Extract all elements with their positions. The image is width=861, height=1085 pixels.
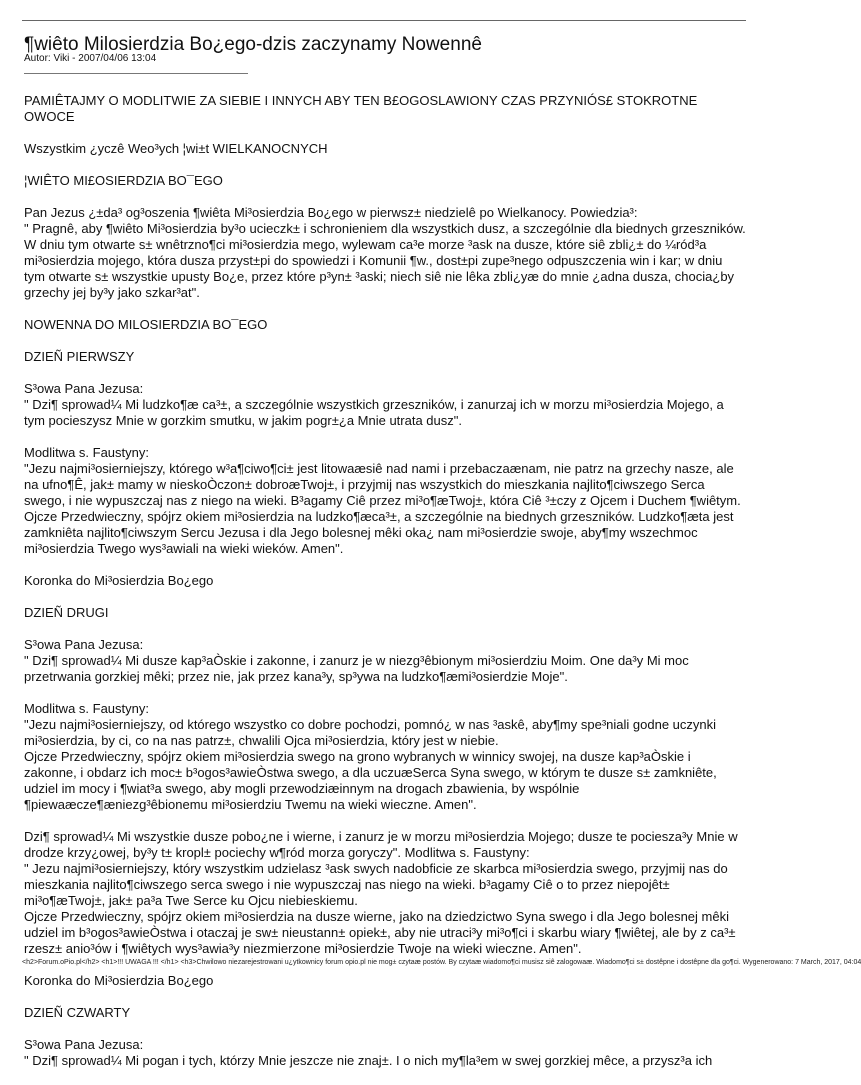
post-body bbox=[24, 93, 746, 1085]
paragraph: ¦WIÊTO MI£OSIERDZIA BO¯EGO bbox=[24, 173, 223, 188]
top-rule bbox=[22, 20, 746, 21]
post-meta: Autor: Viki - 2007/04/06 13:04 bbox=[24, 53, 157, 64]
paragraph: DZIEÑ CZWARTY bbox=[24, 1005, 131, 1020]
paragraph: NOWENNA DO MILOSIERDZIA BO¯EGO bbox=[24, 317, 268, 332]
post-title: ¶wiêto Milosierdzia Bo¿ego-dzis zaczynamy Nowennê bbox=[24, 34, 482, 55]
paragraph: Wszystkim ¿yczê Weo³ych ¦wi±t WIELKANOCNYCH bbox=[24, 141, 328, 156]
meta-rule bbox=[24, 73, 248, 74]
paragraph: PAMIÊTAJMY O MODLITWIE ZA SIEBIE I INNYCH ABY TEN B£OGOSLAWIONY CZAS PRZYNIÓS£ STOKROTNE OWOCE bbox=[24, 93, 698, 124]
paragraph: Modlitwa s. Faustyny: "Jezu najmi³osierniejszy, od którego wszystko co dobre pochodzi, pomnó¿ w nas ³askê, aby¶my spe³niali godne uczynki mi³osierdzia, by ci, co na nas patrz±, chwalili Ojca mi³osierdzia, który jest w niebie. Ojcze Przedwieczny, spójrz okiem mi³osierdzia swego na grono wybranych w winnicy swojej, na dusze kap³aÒskie i zakonne, i obdarz ich moc± b³ogos³awieÒstwa swego, a dla uczuæSerca Syna swego, w którym te dusze s± zamkniête, udziel im mocy i ¶wiat³a swego, aby mogli przewodziæinnym na drogach zbawienia, by wspólnie ¶piewaæcze¶æniezg³êbionemu mi³osierdziu Twemu na wieki wieczne. Amen". bbox=[24, 701, 717, 812]
paragraph: S³owa Pana Jezusa: " Dzi¶ sprowad¼ Mi ludzko¶æ ca³±, a szczególnie wszystkich grzeszników, i zanurzaj ich w morzu mi³osierdzia Mojego, a tym pocieszysz Mnie w gorzkim smutku, w jakim pogr±¿a Mnie utrata dusz". bbox=[24, 381, 724, 428]
paragraph: Koronka do Mi³osierdzia Bo¿ego bbox=[24, 573, 214, 588]
paragraph: Koronka do Mi³osierdzia Bo¿ego bbox=[24, 973, 214, 988]
paragraph: Modlitwa s. Faustyny: "Jezu najmi³osierniejszy, którego w³a¶ciwo¶ci± jest litowaæsiê nad nami i przebaczaænam, nie patrz na grzechy nasze, ale na ufno¶Ê, jak± mamy w nieskoÒczon± dobroæTwoj±, i przyjmij nas wszystkich do mieszkania najlito¶ciwszego Serca swego, i nie wypuszczaj nas z niego na wieki. B³agamy Ciê przez mi³o¶æTwoj±, która Ciê ³±czy z Ojcem i Duchem ¶wiêtym. Ojcze Przedwieczny, spójrz okiem mi³osierdzia na ludzko¶æca³±, a szczególnie na biednych grzeszników. Ludzko¶æta jest zamkniêta najlito¶ciwszym Sercu Jezusa i dla Jego bolesnej mêki oka¿ nam mi³osierdzie swoje, aby¶my wszechmoc mi³osierdzia Twego wys³awiali na wieki wieków. Amen". bbox=[24, 445, 741, 556]
paragraph: DZIEÑ DRUGI bbox=[24, 605, 109, 620]
page-footer: <h2>Forum.oPio.pl</h2> <h1>!!! UWAGA !!! </h1> <h3>Chwilowo niezarejestrowani u¿ytkownicy forum opio.pl nie mog± czytaæ postów. By czytaæ wiadomo¶ci musisz siê zalogowaæ. Wiadomo¶ci s± dostêpne i dostêpne dla go¶ci. Wygenerowano: 7 March, 2017, 04:04 bbox=[22, 959, 861, 966]
paragraph: DZIEÑ PIERWSZY bbox=[24, 349, 135, 364]
paragraph: S³owa Pana Jezusa: " Dzi¶ sprowad¼ Mi pogan i tych, którzy Mnie jeszcze nie znaj±. I o nich my¶la³em w swej gorzkiej mêce, a przysz³a ich bbox=[24, 1037, 713, 1068]
paragraph: S³owa Pana Jezusa: " Dzi¶ sprowad¼ Mi dusze kap³aÒskie i zakonne, i zanurz je w niezg³êbionym mi³osierdziu Moim. One da³y Mi moc przetrwania gorzkiej mêki; przez nie, jak przez kana³y, sp³ywa na ludzko¶æmi³osierdzie Moje". bbox=[24, 637, 689, 684]
paragraph: Dzi¶ sprowad¼ Mi wszystkie dusze pobo¿ne i wierne, i zanurz je w morzu mi³osierdzia Mojego; dusze te pociesza³y Mnie w drodze krzy¿owej, by³y t± kropl± pociechy w¶ród morza goryczy". Modlitwa s. Faustyny: " Jezu najmi³osierniejszy, który wszystkim udzielasz ³ask swych nadobficie ze skarbca mi³osierdzia swego, przyjmij nas do mieszkania najlito¶ciwszego serca swego i nie wypuszczaj nas niego na wieki. b³agamy Ciê o to przez niepojêt± mi³o¶æTwoj±, jak± pa³a Twe Serce ku Ojcu niebieskiemu. Ojcze Przedwieczny, spójrz okiem mi³osierdzia na dusze wierne, jako na dziedzictwo Syna swego i dla Jego bolesnej mêki udziel im b³ogos³awieÒstwa i otaczaj je sw± nieustann± opiek±, aby nie utraci³y mi³o¶ci i skarbu wiary ¶wiêtej, ale by z ca³± rzesz± anio³ów i ¶wiêtych wys³awia³y niezmierzone mi³osierdzie Twoje na wieki wieczne. Amen". bbox=[24, 829, 738, 956]
paragraph: Pan Jezus ¿±da³ og³oszenia ¶wiêta Mi³osierdzia Bo¿ego w pierwsz± niedzielê po Wielkanocy. Powiedzia³: " Pragnê, aby ¶wiêto Mi³osierdzia by³o ucieczk± i schronieniem dla wszystkich dusz, a szczególnie dla biednych grzeszników. W dniu tym otwarte s± wnêtrzno¶ci mi³osierdzia mego, wylewam ca³e morze ³ask na dusze, które siê zbli¿± do ¼ród³a mi³osierdzia mojego, która dusza przyst±pi do spowiedzi i Komunii ¶w., dost±pi zupe³nego odpuszczenia win i kar; w dniu tym otwarte s± wszystkie upusty Bo¿e, przez które p³yn± ³aski; niech siê nie lêka zbli¿yæ do mnie ¿adna dusza, chocia¿by grzechy jej by³y jako szkar³at". bbox=[24, 205, 746, 300]
